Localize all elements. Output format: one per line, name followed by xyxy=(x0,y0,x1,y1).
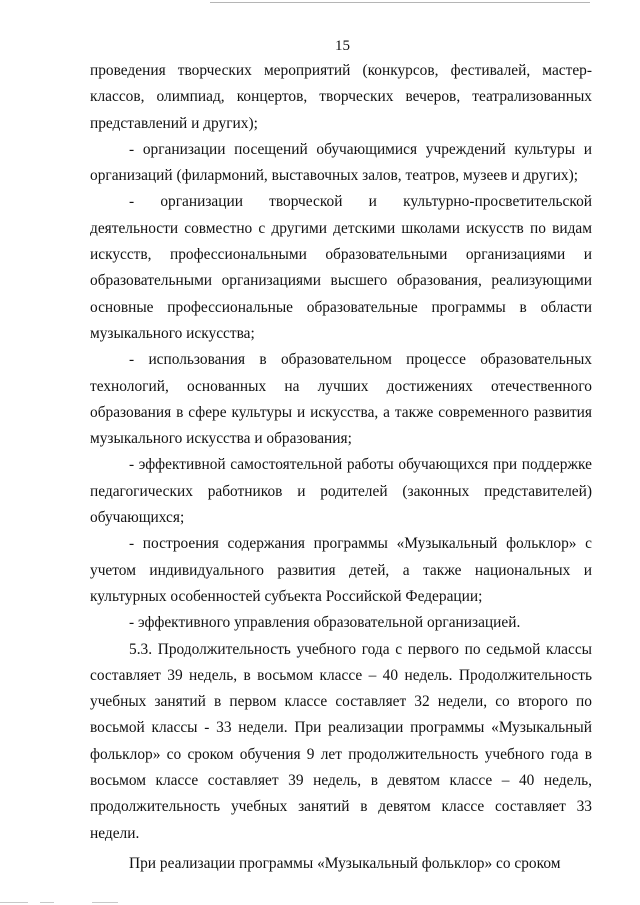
paragraph-list-item: - использования в образовательном процессе образовательных технологий, основанных на лучших достижениях отечественного образования в сфере культуры и искусства, а также современного развития музыкального искусства и образования; xyxy=(90,351,592,448)
scan-top-edge xyxy=(210,2,590,3)
body-text xyxy=(90,58,592,877)
paragraph-list-item: - эффективного управления образовательной организацией. xyxy=(129,614,521,632)
paragraph-final: При реализации программы «Музыкальный фольклор» со сроком xyxy=(129,854,561,872)
paragraph-list-item: - эффективной самостоятельной работы обучающихся при поддержке педагогических работников и родителей (законных представителей) обучающихся; xyxy=(90,456,592,527)
page-number: 15 xyxy=(335,38,350,54)
paragraph-list-item: - построения содержания программы «Музыкальный фольклор» с учетом индивидуального развития детей, а также национальных и культурных особенностей субъекта Российской Федерации; xyxy=(90,535,592,605)
paragraph-list-item: - организации посещений обучающимися учреждений культуры и организаций (филармоний, выставочных залов, театров, музеев и других); xyxy=(90,140,592,185)
paragraph-section-5-3: 5.3. Продолжительность учебного года с первого по седьмой классы составляет 39 недель, в восьмом классе – 40 недель. Продолжительность учебных занятий в первом классе составляет 32 недели, со второго по восьмой классы - 33 недели. При реализации программы «Музыкальный фольклор» со сроком обучения 9 лет продолжительность учебного года в восьмом классе составляет 39 недель, в девятом классе – 40 недель, продолжительность учебных занятий в девятом классе составляет 33 недели. xyxy=(90,640,592,842)
paragraph-list-item: - организации творческой и культурно-просветительской деятельности совместно с другими детскими школами искусств по видам искусств, профессиональными образовательными организациями и образовательными организациями высшего образования, реализующими основные профессиональные образовательные программы в области музыкального искусства; xyxy=(90,193,592,342)
paragraph-continuation: проведения творческих мероприятий (конкурсов, фестивалей, мастер-классов, олимпиад, концертов, творческих вечеров, театрализованных представлений и других); xyxy=(90,62,592,132)
scan-bottom-edge xyxy=(0,900,640,905)
